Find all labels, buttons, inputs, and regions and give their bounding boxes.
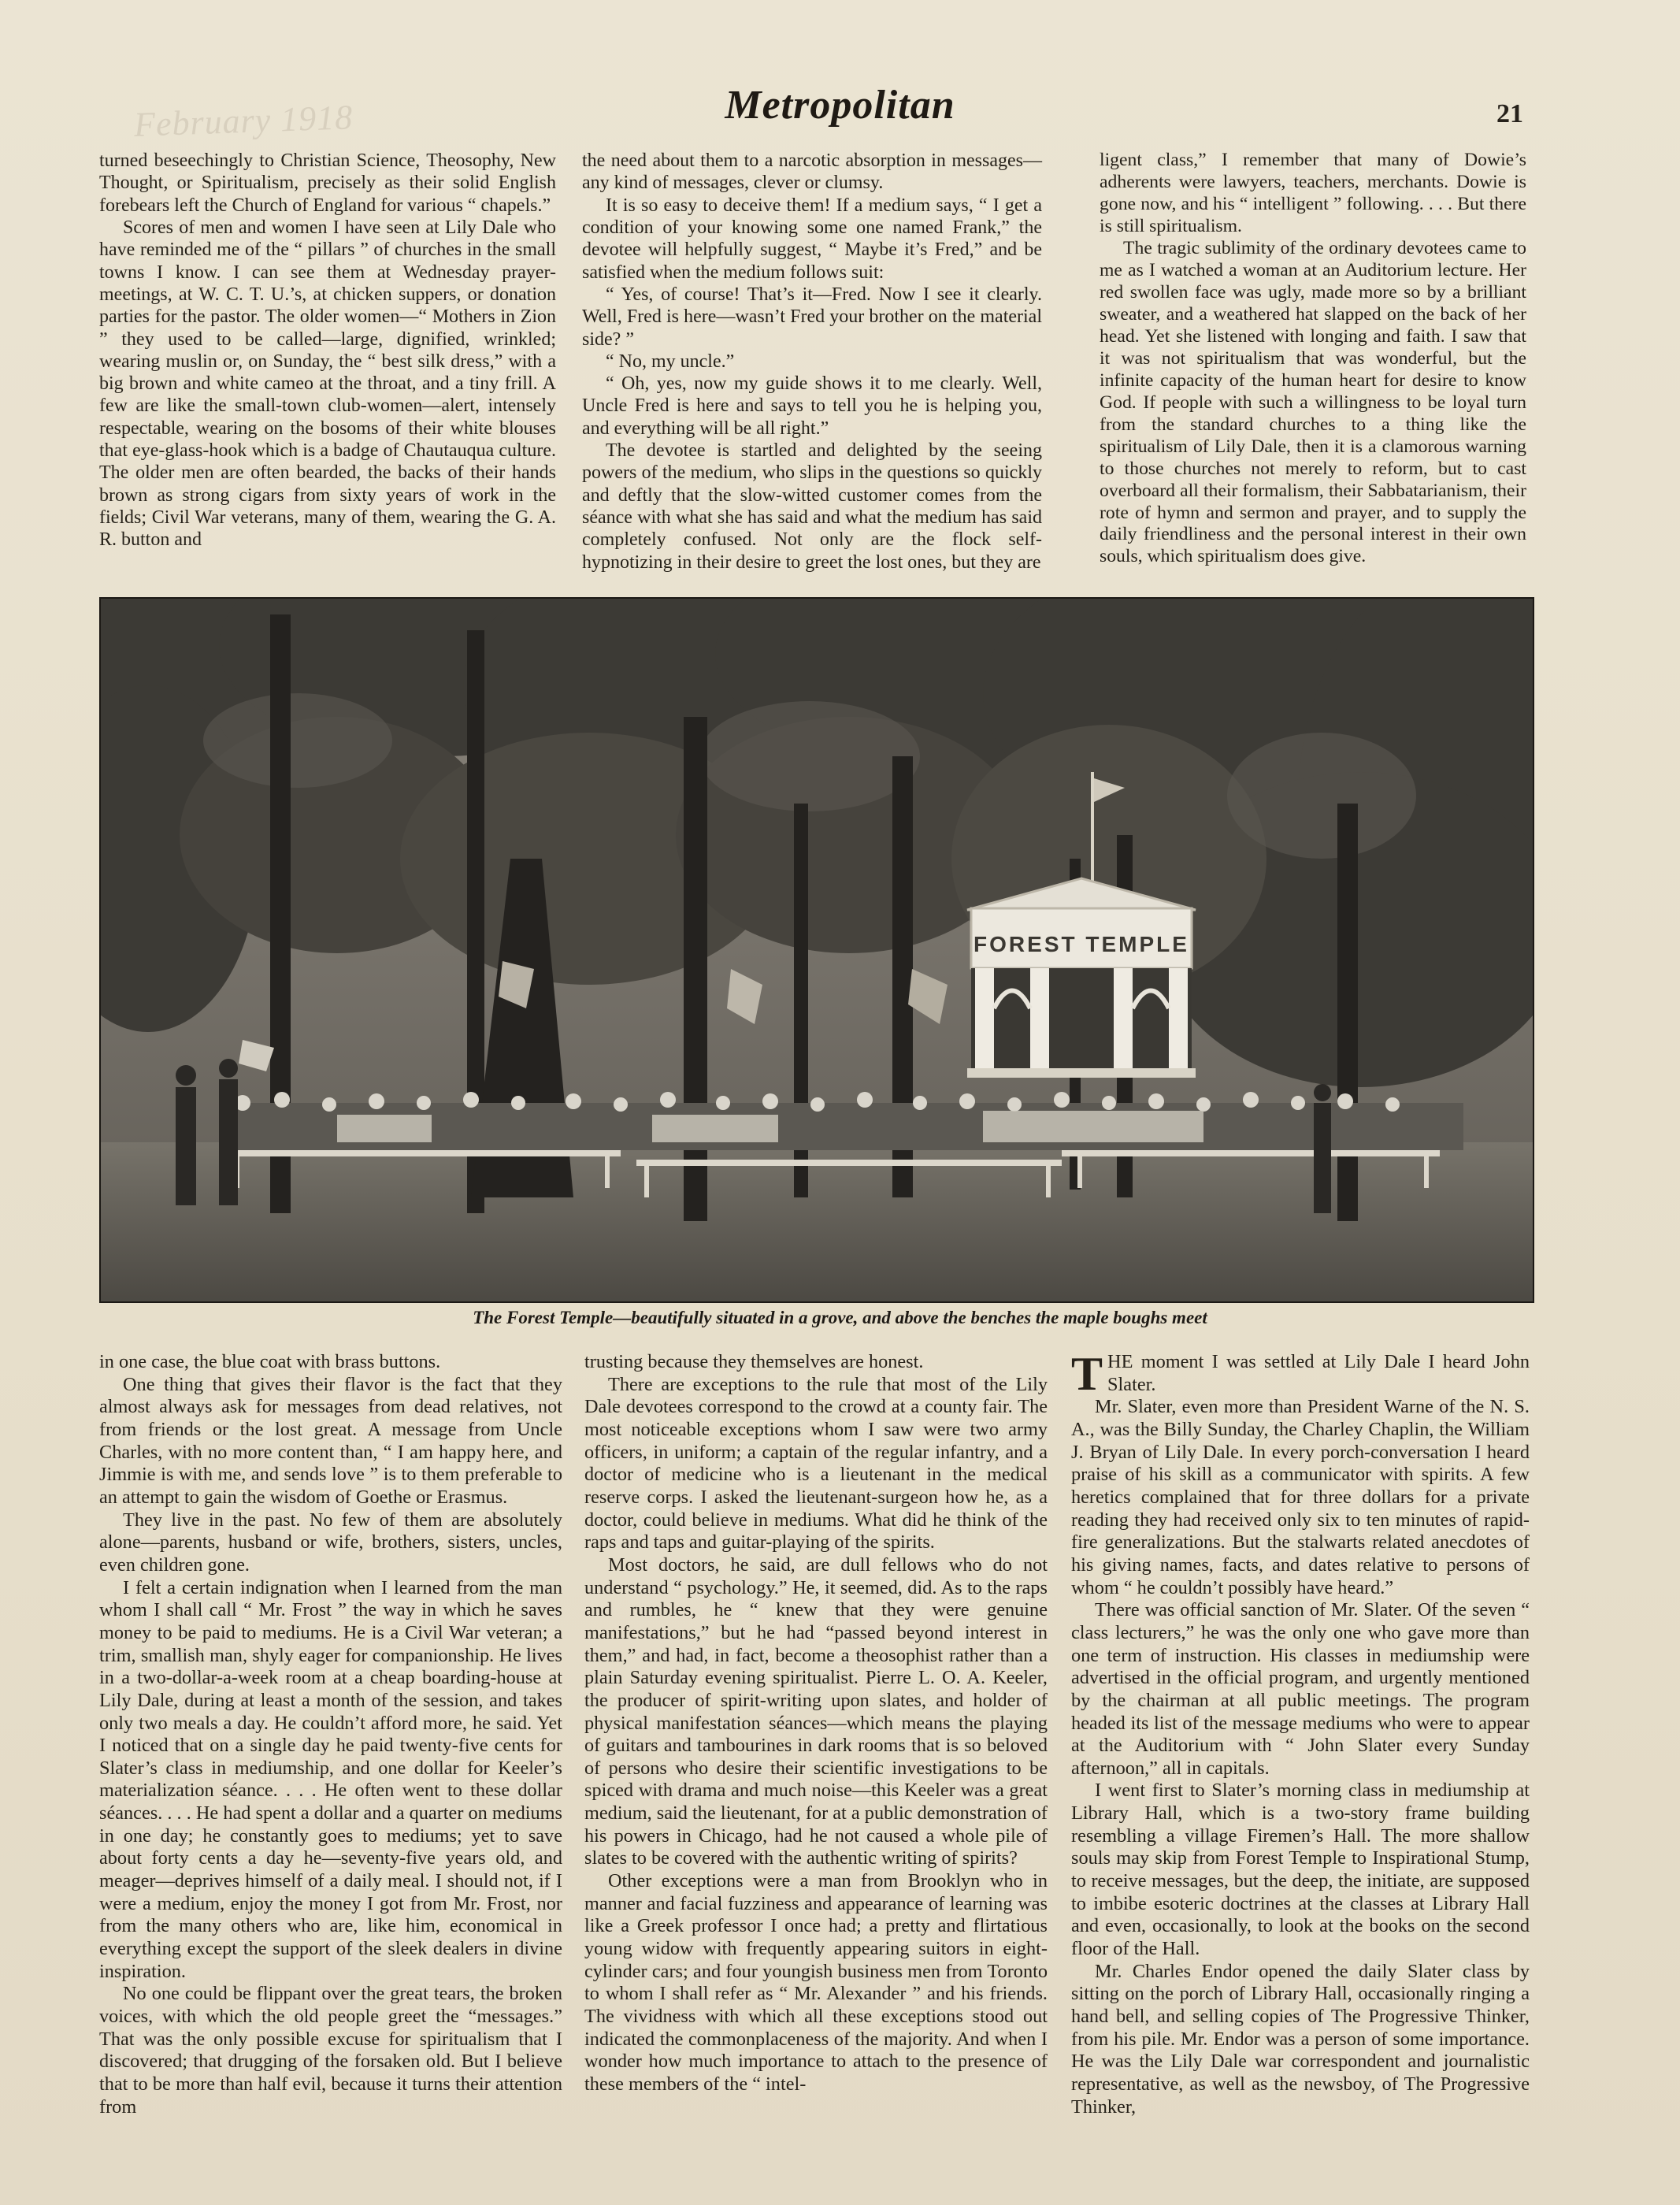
paragraph [99, 1374, 562, 1509]
running-title: Metropolitan [725, 83, 955, 128]
paragraph [584, 1351, 1048, 1374]
paragraph [99, 1983, 562, 2118]
paragraph [582, 351, 1042, 373]
paragraph [582, 373, 1042, 440]
page-number: 21 [1496, 99, 1523, 128]
top-column-3 [1100, 150, 1526, 575]
top-column-2 [582, 150, 1042, 575]
bottom-column-2 [584, 1351, 1048, 2186]
bleed-through-text: February 1918 [133, 98, 354, 144]
temple-sign: FOREST TEMPLE [974, 932, 1189, 956]
paragraph [99, 1351, 562, 1374]
paragraph [1071, 1780, 1530, 1960]
paragraph-text: I went first to Slater’s morning class in mediumship at Library Hall, which is a two-story frame building resembling a village Firemen’s Hall. The more shallow souls may skip from Forest Temple to Inspirational Stump, to receive messages, but the deep, the initiate, are supposed to imbibe esoteric doctrines at the classes at Library Hall and even, occasionally, to look at the books on the second floor of the Hall. [1071, 1780, 1530, 1960]
paragraph [1071, 1348, 1530, 1400]
paragraph-text: trusting because they themselves are honest. [584, 1351, 924, 1372]
paragraph-text: in one case, the blue coat with brass buttons. [99, 1351, 441, 1372]
paragraph-text: the need about them to a narcotic absorption in messages—any kind of messages, clever or clumsy. [582, 150, 1042, 194]
paragraph-text: They live in the past. No few of them are absolutely alone—parents, husband or wife, brothers, sisters, uncles, even children gone. [99, 1509, 562, 1576]
forest-temple-building [967, 878, 1196, 1078]
paragraph [1100, 150, 1526, 238]
top-column-1 [99, 150, 556, 575]
paragraph-text: Mr. Charles Endor opened the daily Slater class by sitting on the porch of Library Hall, occasionally ringing a hand bell, and selling copies of The Progressive Thinker, from his pile. Mr. Endor was a person of some importance. He was the Lily Dale war correspondent and journalistic representative, as well as the newsboy, of The Progressive Thinker, [1071, 1960, 1530, 2118]
paragraph-text: Other exceptions were a man from Brooklyn who in manner and facial fuzziness and appearance of learning was like a Greek professor I once had; a pretty and flirtatious young widow with frequently appearing suitors in eight-cylinder cars; and four youngish business men from Toronto to whom I shall refer as “ Mr. Alexander ” and his friends. The vividness with which all these exceptions stood out indicated the commonplaceness of the majority. And when I wonder how much importance to attach to the presence of these members of the “ intel- [584, 1870, 1048, 2095]
paragraph-text: “ No, my uncle.” [606, 351, 735, 372]
paragraph [584, 1870, 1048, 2096]
paragraph [99, 1509, 562, 1577]
paragraph-text: Mr. Slater, even more than President Warne of the N. S. A., was the Billy Sunday, the Charley Chaplin, the William J. Bryan of Lily Dale. In every porch-conversation I heard praise of his skill as a communicator with spirits. A few heretics complained that for three dollars for a private reading they had received only six to ten minutes of rapid-fire generalizations. But the stalwarts related anecdotes of his giving names, facts, and dates relative to persons of whom “ he couldn’t possibly have heard.” [1071, 1396, 1530, 1598]
paragraph [584, 1554, 1048, 1870]
paragraph [1100, 238, 1526, 569]
paragraph-text: “ Oh, yes, now my guide shows it to me clearly. Well, Uncle Fred is here and says to tell you he is helping you, and everything will be all right.” [582, 373, 1042, 439]
paragraph-text: There was official sanction of Mr. Slater. Of the seven “ class lecturers,” he was the only one who gave more than one term of instruction. His classes in mediumship were advertised in the official program, and urgently mentioned by the chairman at all public meetings. The program headed its list of the message mediums who were to appear at the Auditorium with “ John Slater every Sunday afternoon,” all in capitals. [1071, 1599, 1530, 1779]
bottom-column-3 [1071, 1348, 1530, 2186]
paragraph [582, 195, 1042, 284]
paragraph [582, 440, 1042, 574]
paragraph [99, 217, 556, 551]
paragraph-text: It is so easy to deceive them! If a medium says, “ I get a condition of your knowing some one named Frank,” the devotee will helpfully suggest, “ Maybe it’s Fred,” and be satisfied when the medium follows suit: [582, 195, 1042, 283]
forest-temple-photograph [99, 597, 1534, 1303]
paragraph-text: “ Yes, of course! That’s it—Fred. Now I see it clearly. Well, Fred is here—wasn’t Fred your brother on the material side? ” [582, 284, 1042, 350]
paragraph [99, 150, 556, 217]
paragraph-text: ligent class,” I remember that many of Dowie’s adherents were lawyers, teachers, merchants. Dowie is gone now, and his “ intelligent ” following. . . . But there is still spiritualism. [1100, 150, 1526, 236]
bottom-column-1 [99, 1351, 562, 2186]
paragraph [99, 1577, 562, 1984]
paragraph-text: HE moment I was settled at Lily Dale I heard John Slater. [1107, 1351, 1530, 1395]
forest-temple-scene [101, 599, 1533, 1301]
paragraph-text: There are exceptions to the rule that most of the Lily Dale devotees correspond to the crowd at a county fair. The most noticeable exceptions whom I saw were two army officers, in uniform; a captain of the regular infantry, and a doctor of medicine who is a lieutenant in the medical reserve corps. I asked the lieutenant-surgeon how he, as a doctor, could believe in mediums. What did he think of the raps and taps and guitar-playing of the spirits. [584, 1373, 1048, 1554]
drop-cap: T [1071, 1348, 1103, 1400]
paragraph-text: One thing that gives their flavor is the fact that they almost always ask for messages from dead relatives, not from friends or the lost great. A message from Uncle Charles, with no more content than, “ I am happy here, and Jimmie is with me, and sends love ” is to them preferable to an attempt to gain the wisdom of Goethe or Erasmus. [99, 1373, 562, 1508]
paragraph-text: The devotee is startled and delighted by the seeing powers of the medium, who slips in the questions so quickly and deftly that the slow-witted customer comes from the séance with what she has said and what the medium has said completely confused. Not only are the flock self-hypnotizing in their desire to greet the lost ones, but they are [582, 440, 1042, 573]
paragraph-text: The tragic sublimity of the ordinary devotees came to me as I watched a woman at an Auditorium lecture. Her red swollen face was ugly, made more so by a brilliant sweater, and a weathered hat slapped on the back of her head. Yet she listened with longing and faith. I saw that it was not spiritualism that was wonderful, but the infinite capacity of the human heart for desire to know God. If people with such a willingness to be loyal turn from the standard churches to a thing like the spiritualism of Lily Dale, then it is a clamorous warning to those churches not merely to reform, but to cast overboard all their formalism, their Sabbatarianism, their rote of hymn and sermon and prayer, and to supply the daily friendliness and the personal interest in their own souls, which spiritualism does give. [1100, 237, 1526, 567]
paragraph [1071, 1599, 1530, 1780]
paragraph [582, 150, 1042, 195]
paragraph-text: Scores of men and women I have seen at Lily Dale who have reminded me of the “ pillars ” of churches in the small towns I know. I can see them at Wednesday prayer-meetings, at W. C. T. U.’s, at chicken suppers, or donation parties for the pastor. The older women—“ Mothers in Zion ” they used to be called—large, dignified, wrinkled; wearing muslin or, on Sunday, the “ best silk dress,” with a big brown and white cameo at the throat, and a tiny frill. A few are like the small-town club-women—alert, intensely respectable, wearing on the bosoms of their white blouses that eye-glass-hook which is a badge of Chautauqua culture. The older men are often bearded, the backs of their hands brown as strong cigars from sixty years of work in the fields; Civil War veterans, many of them, wearing the G. A. R. button and [99, 217, 556, 551]
photo-caption: The Forest Temple—beautifully situated in a grove, and above the benches the maple boughs meet [473, 1308, 1207, 1327]
paragraph [1071, 1396, 1530, 1599]
paragraph-text: turned beseechingly to Christian Science, Theosophy, New Thought, or Spiritualism, precisely as their solid English forebears left the Church of England for various “ chapels.” [99, 150, 556, 216]
paragraph [582, 284, 1042, 351]
paragraph-text: Most doctors, he said, are dull fellows who do not understand “ psychology.” He, it seemed, did. As to the raps and rumbles, he “ knew that they were genuine manifestations,” but he had “passed beyond interest in them,” and had, in fact, become a theosophist rather than a plain Saturday evening spiritualist. Pierre L. O. A. Keeler, the producer of spirit-writing upon slates, and holder of physical manifestation séances—which means the playing of guitars and tambourines in dark rooms that is so beloved of persons who desire their scientific investigations to be spiced with drama and much noise—this Keeler was a great medium, said the lieutenant, for at a public demonstration of his powers in Chicago, had he not caused a whole pile of slates to be covered with the authentic writing of spirits? [584, 1554, 1048, 1869]
paragraph-text: No one could be flippant over the great tears, the broken voices, with which the old people greet the “messages.” That was the only possible excuse for spiritualism that I discovered; that drugging of the forsaken old. But I believe that to be more than half evil, because it turns their attention from [99, 1983, 562, 2118]
paragraph [584, 1374, 1048, 1554]
paragraph [1071, 1961, 1530, 2119]
paragraph-text: I felt a certain indignation when I learned from the man whom I shall call “ Mr. Frost ” the way in which he saves money to be paid to mediums. He is a Civil War veteran; a trim, smallish man, shyly eager for companionship. He lives in a two-dollar-a-week room at a cheap boarding-house at Lily Dale, during at least a month of the session, and takes only two meals a day. He couldn’t afford more, he said. Yet I noticed that on a single day he paid twenty-five cents for Slater’s class in mediumship, and one dollar for Keeler’s materialization séance. . . . He often went to these dollar séances. . . . He had spent a dollar and a quarter on mediums in one day; he constantly goes to mediums; yet to save about forty cents a day he—seventy-five years old, and meager—deprives himself of a daily meal. I should not, if I were a medium, enjoy the money I got from Mr. Frost, nor from the many others who are, like him, economical in everything except the support of the sleek dealers in divine inspiration. [99, 1576, 562, 1982]
